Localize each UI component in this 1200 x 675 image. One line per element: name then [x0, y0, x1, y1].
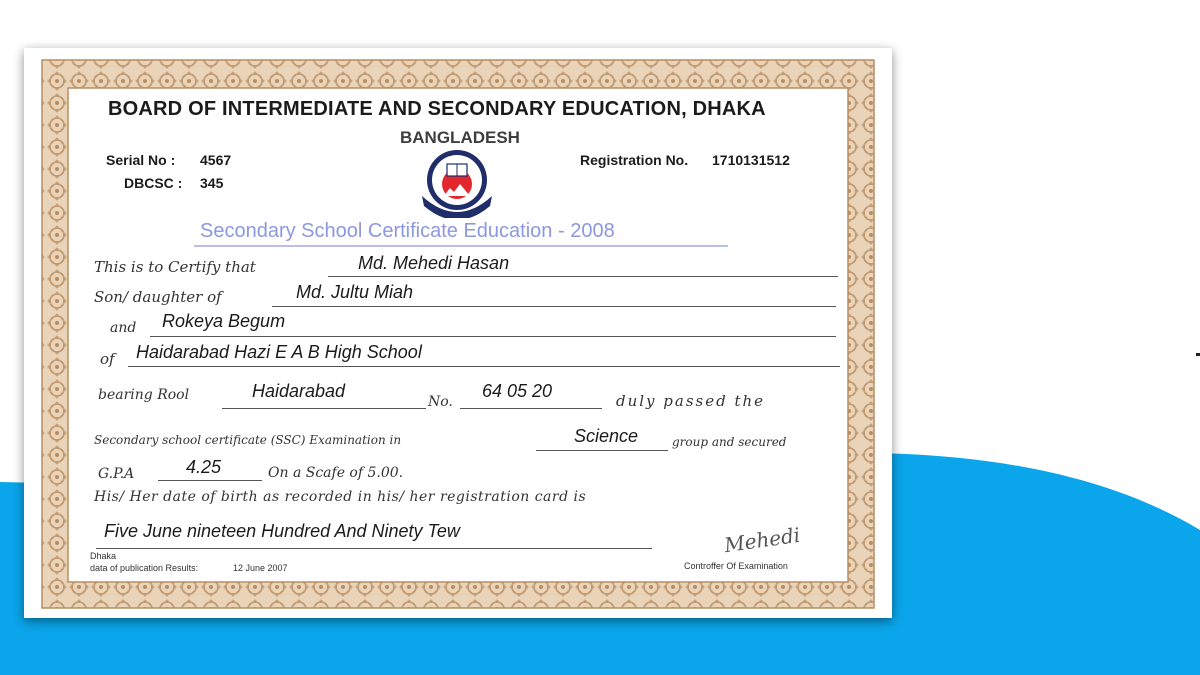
group-secured-label: group and secured: [672, 435, 787, 449]
registration-number: 1710131512: [712, 152, 790, 168]
stray-mark: [1196, 353, 1200, 356]
son-daughter-label: Son/ daughter of: [94, 288, 222, 306]
roll-center: Haidarabad: [252, 381, 346, 401]
country-name: BANGLADESH: [400, 128, 520, 147]
father-name: Md. Jultu Miah: [296, 282, 414, 302]
student-name: Md. Mehedi Hasan: [358, 253, 510, 273]
school-name-line: [128, 366, 840, 367]
gpa-label: G.P.A: [98, 466, 135, 482]
no-label: No.: [428, 394, 453, 410]
exam-title: Secondary School Certificate Education - 2008: [200, 220, 615, 242]
mother-name-line: [150, 336, 836, 337]
dob-text: Five June nineteen Hundred And Ninety Tew: [104, 521, 460, 541]
board-seal-icon: [414, 146, 500, 218]
dob-label: His/ Her date of birth as recorded in his/ her registration card is: [94, 489, 587, 505]
controller-label: Controffer Of Examination: [684, 561, 788, 571]
signature: Mehedi: [722, 522, 802, 558]
place-label: Dhaka: [90, 551, 117, 561]
group-line: [536, 450, 668, 451]
exam-in-label: Secondary school certificate (SSC) Examination in: [94, 433, 402, 447]
exam-title-underline: [194, 245, 728, 247]
group-name: Science: [574, 426, 639, 446]
dbcsc-number: 345: [200, 175, 224, 191]
roll-center-line: [222, 408, 426, 409]
dbcsc-label: DBCSC :: [124, 175, 183, 191]
serial-number: 4567: [200, 152, 232, 168]
roll-number: 64 05 20: [482, 381, 553, 401]
dob-line: [96, 548, 652, 549]
gpa-value: 4.25: [186, 457, 222, 477]
mother-name: Rokeya Begum: [162, 311, 286, 331]
student-name-line: [328, 276, 838, 277]
bearing-roll-label: bearing Rool: [98, 387, 190, 403]
scale-label: On a Scafe of 5.00.: [268, 465, 404, 481]
board-name: BOARD OF INTERMEDIATE AND SECONDARY EDUCATION, DHAKA: [108, 98, 766, 120]
publication-label: data of publication Results:: [90, 563, 199, 573]
registration-label: Registration No.: [580, 152, 689, 168]
duly-passed-label: duly passed the: [616, 392, 766, 410]
certificate: [24, 48, 892, 618]
roll-number-line: [460, 408, 602, 409]
serial-label: Serial No :: [106, 152, 176, 168]
of-label: of: [100, 350, 115, 368]
school-name: Haidarabad Hazi E A B High School: [136, 342, 422, 362]
publication-date: 12 June 2007: [233, 563, 288, 573]
certify-label: This is to Certify that: [94, 258, 256, 276]
father-name-line: [272, 306, 836, 307]
and-label: and: [110, 320, 137, 336]
gpa-line: [158, 480, 262, 481]
